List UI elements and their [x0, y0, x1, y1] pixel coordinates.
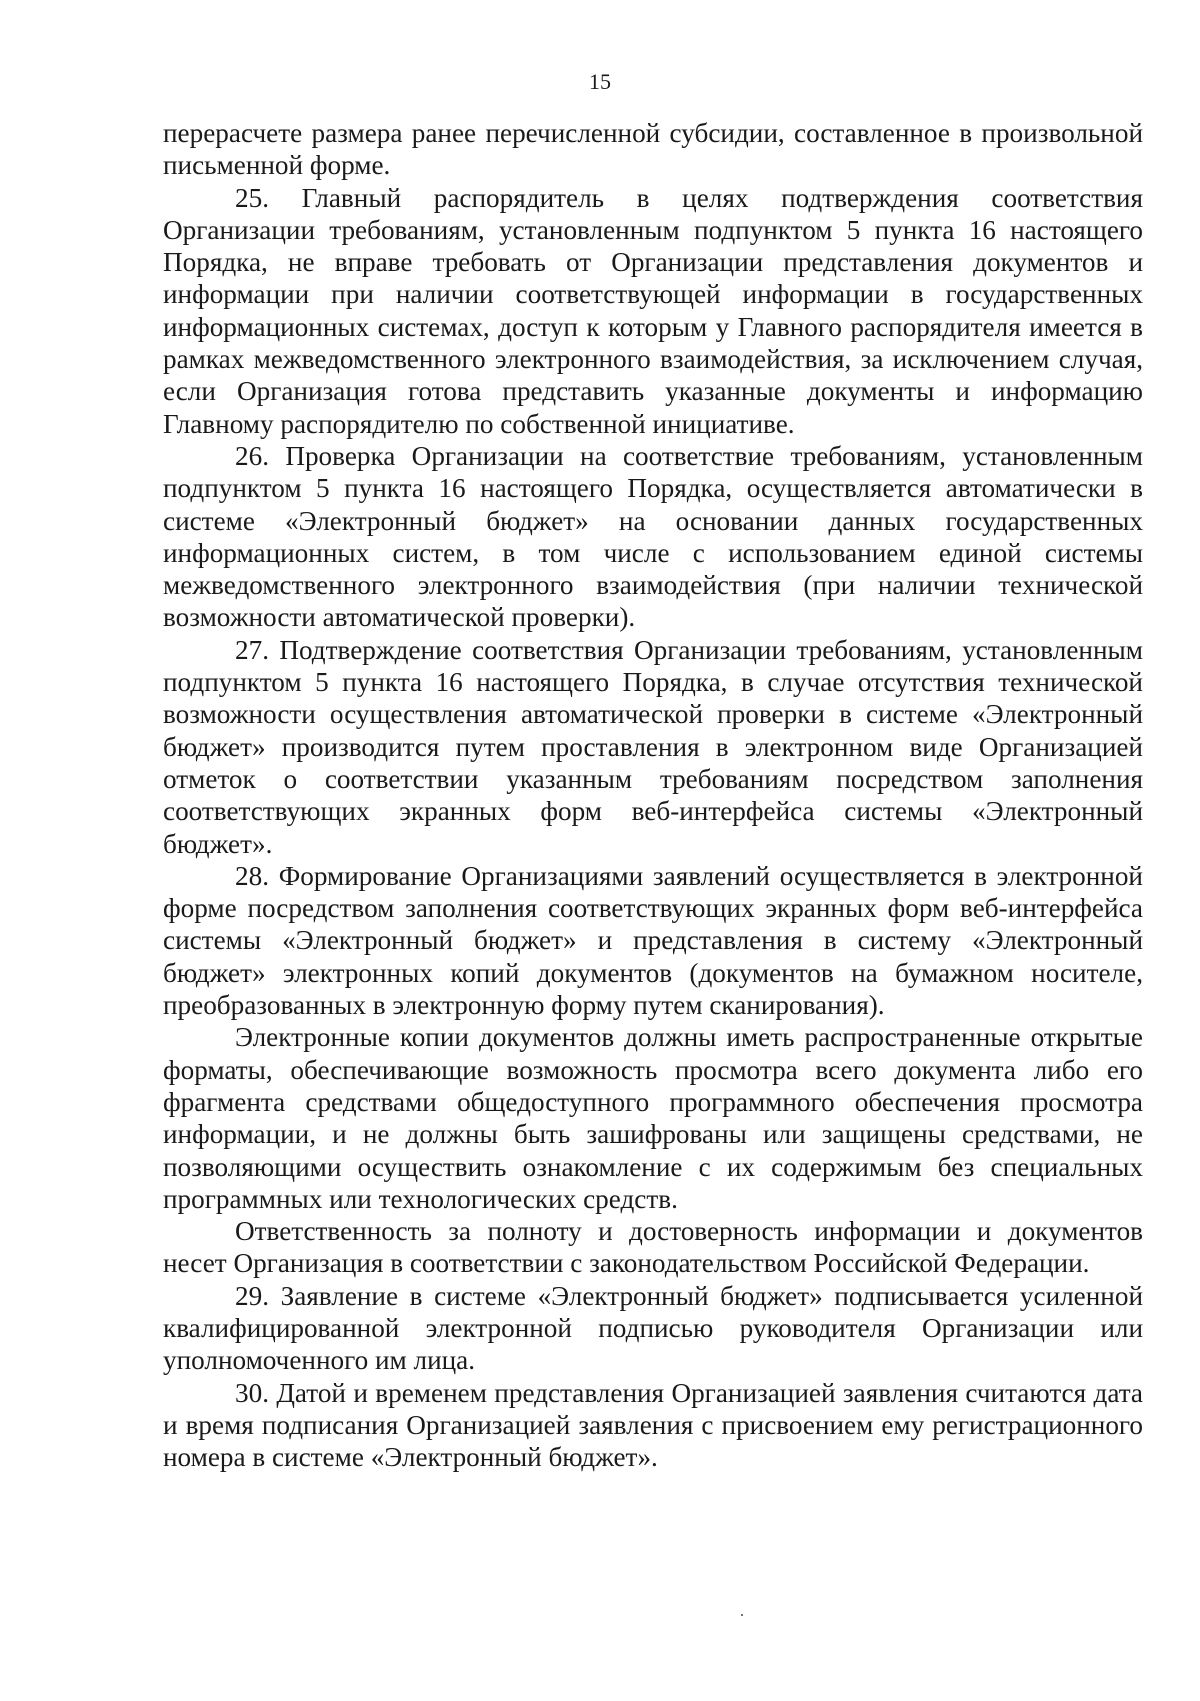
scan-speck [741, 1614, 743, 1616]
paragraph-responsibility: Ответственность за полноту и достоверность информации и документов несет Организация в соответствии с законодательством Российской Федерации. [163, 1216, 1143, 1279]
paragraph-item-25: 25. Главный распорядитель в целях подтверждения соответствия Организации требованиям, установленным подпунктом 5 пункта 16 настоящего Порядка, не вправе требовать от Организации представления документов и информации при наличии соответствующей информации в государственных информационных системах, доступ к которым у Главного распорядителя имеется в рамках межведомственного электронного взаимодействия, за исключением случая, если Организация готова представить указанные документы и информацию Главному распорядителю по собственной инициативе. [163, 182, 1143, 439]
page-number: 15 [589, 69, 611, 94]
paragraph-item-27: 27. Подтверждение соответствия Организации требованиям, установленным подпунктом 5 пункта 16 настоящего Порядка, в случае отсутствия технической возможности осуществления автоматической проверки в системе «Электронный бюджет» производится путем проставления в электронном виде Организацией отметок о соответствии указанным требованиям посредством заполнения соответствующих экранных форм веб-интерфейса системы «Электронный бюджет». [163, 634, 1143, 859]
document-body [163, 117, 1143, 1473]
paragraph-item-28: 28. Формирование Организациями заявлений осуществляется в электронной форме посредством заполнения соответствующих экранных форм веб-интерфейса системы «Электронный бюджет» и представления в систему «Электронный бюджет» электронных копий документов (документов на бумажном носителе, преобразованных в электронную форму путем сканирования). [163, 860, 1143, 1021]
paragraph-item-26: 26. Проверка Организации на соответствие требованиям, установленным подпунктом 5 пункта 16 настоящего Порядка, осуществляется автоматически в системе «Электронный бюджет» на основании данных государственных информационных систем, в том числе с использованием единой системы межведомственного электронного взаимодействия (при наличии технической возможности автоматической проверки). [163, 440, 1143, 633]
paragraph-item-29: 29. Заявление в системе «Электронный бюджет» подписывается усиленной квалифицированной электронной подписью руководителя Организации или уполномоченного им лица. [163, 1280, 1143, 1376]
paragraph-electronic-copies: Электронные копии документов должны иметь распространенные открытые форматы, обеспечивающие возможность просмотра всего документа либо его фрагмента средствами общедоступного программного обеспечения просмотра информации, и не должны быть зашифрованы или защищены средствами, не позволяющими осуществить ознакомление с их содержимым без специальных программных или технологических средств. [163, 1022, 1143, 1214]
paragraph-continuation: перерасчете размера ранее перечисленной субсидии, составленное в произвольной письменной форме. [163, 118, 1143, 181]
paragraph-item-30: 30. Датой и временем представления Организацией заявления считаются дата и время подписания Организацией заявления с присвоением ему регистрационного номера в системе «Электронный бюджет». [163, 1377, 1143, 1473]
